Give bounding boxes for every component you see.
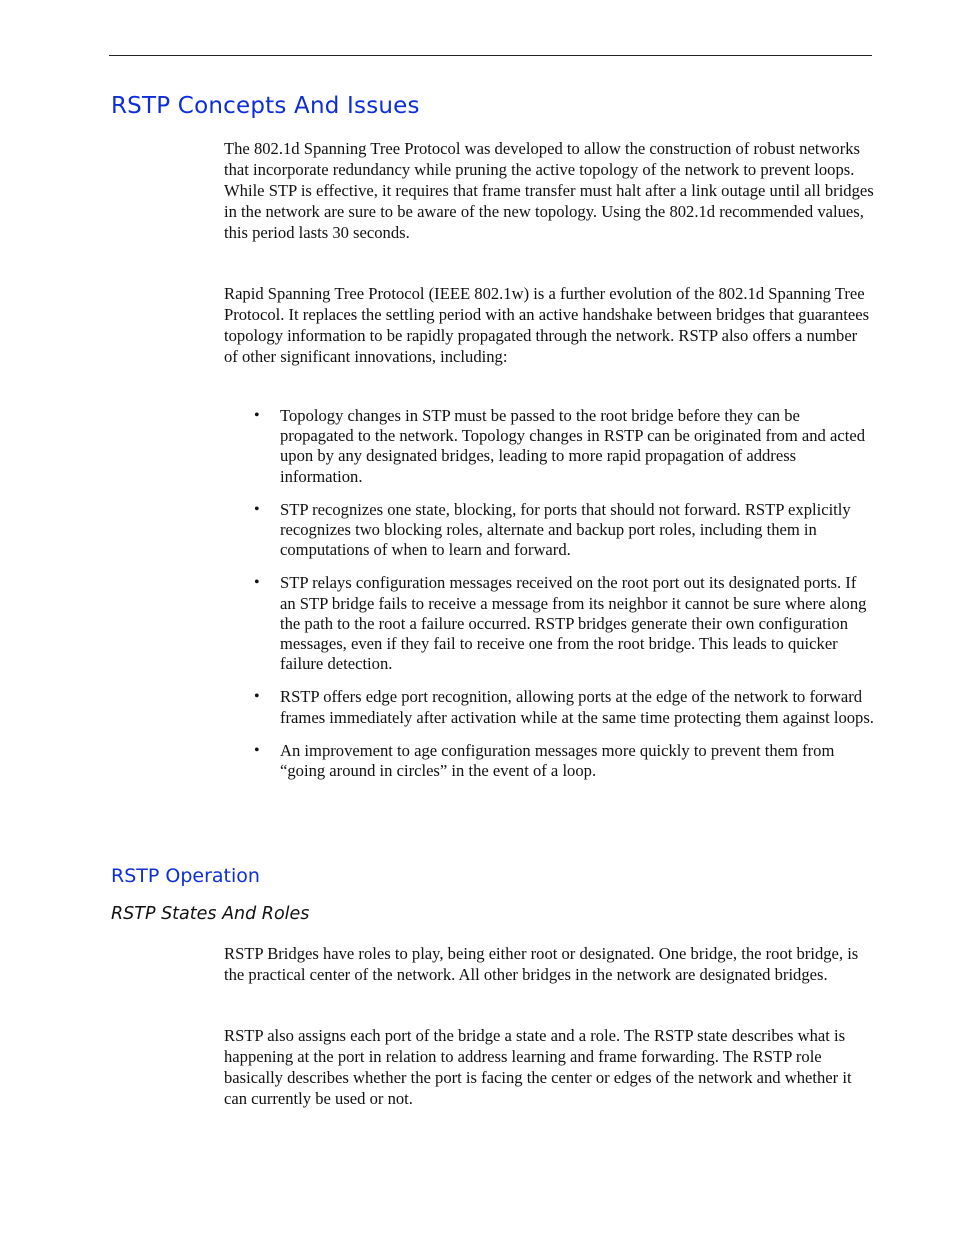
bullet-icon: •: [254, 500, 260, 518]
list-item-text: An improvement to age configuration messages more quickly to prevent them from “going around in circles” in the event of a loop.: [280, 740, 835, 781]
list-item: [224, 573, 874, 674]
paragraph-stp-intro: The 802.1d Spanning Tree Protocol was developed to allow the construction of robust networks that incorporate redundancy while pruning the active topology of the network to prevent loops. While STP is effective, it requires that frame transfer must halt after a link outage until all bridges in the network are sure to be aware of the new topology. Using the 802.1d recommended values, this period lasts 30 seconds.: [224, 139, 874, 242]
paragraph-port-state-role: RSTP also assigns each port of the bridge a state and a role. The RSTP state describes what is happening at the port in relation to address learning and frame forwarding. The RSTP role basically describes whether the port is facing the center or edges of the network and whether it can currently be used or not.: [224, 1026, 852, 1108]
list-item: [224, 741, 874, 781]
page-header-rule: [109, 55, 872, 56]
list-item-text: STP recognizes one state, blocking, for ports that should not forward. RSTP explicitly recognizes two blocking roles, alternate and backup port roles, including them in computations of when to learn and forward.: [280, 499, 851, 560]
bullet-icon: •: [254, 741, 260, 759]
paragraph-bridge-roles: RSTP Bridges have roles to play, being either root or designated. One bridge, the root bridge, is the practical center of the network. All other bridges in the network are designated bridges.: [224, 944, 859, 984]
bullet-icon: •: [254, 688, 260, 706]
list-item: [224, 687, 874, 727]
list-item-text: STP relays configuration messages received on the root port out its designated ports. If an STP bridge fails to receive a message from its neighbor it cannot be sure where along the path to the root a failure occurred. RSTP bridges generate their own configuration messages, even if they fail to receive one from the root bridge. This leads to quicker failure detection.: [280, 573, 867, 674]
list-item-text: RSTP offers edge port recognition, allowing ports at the edge of the network to forward frames immediately after activation while at the same time protecting them against loops.: [280, 687, 874, 727]
list-item: [224, 406, 874, 487]
paragraph-rstp-intro: Rapid Spanning Tree Protocol (IEEE 802.1w) is a further evolution of the 802.1d Spanning Tree Protocol. It replaces the settling period with an active handshake between bridges that guarantees topology information to be rapidly propagated through the network. RSTP also offers a number of other significant innovations, including:: [224, 284, 870, 366]
operation-title: RSTP Operation: [111, 865, 260, 887]
states-roles-title: RSTP States And Roles: [111, 904, 310, 924]
bullet-icon: •: [254, 407, 260, 424]
section-title: RSTP Concepts And Issues: [111, 93, 420, 119]
bullet-icon: •: [254, 574, 260, 592]
innovations-list: [224, 406, 874, 794]
list-item: [224, 500, 874, 561]
list-item-text: Topology changes in STP must be passed to the root bridge before they can be propagated to the network. Topology changes in RSTP can be originated from and acted upon by any designated bridges, leading to more rapid propagation of address information.: [280, 406, 865, 486]
